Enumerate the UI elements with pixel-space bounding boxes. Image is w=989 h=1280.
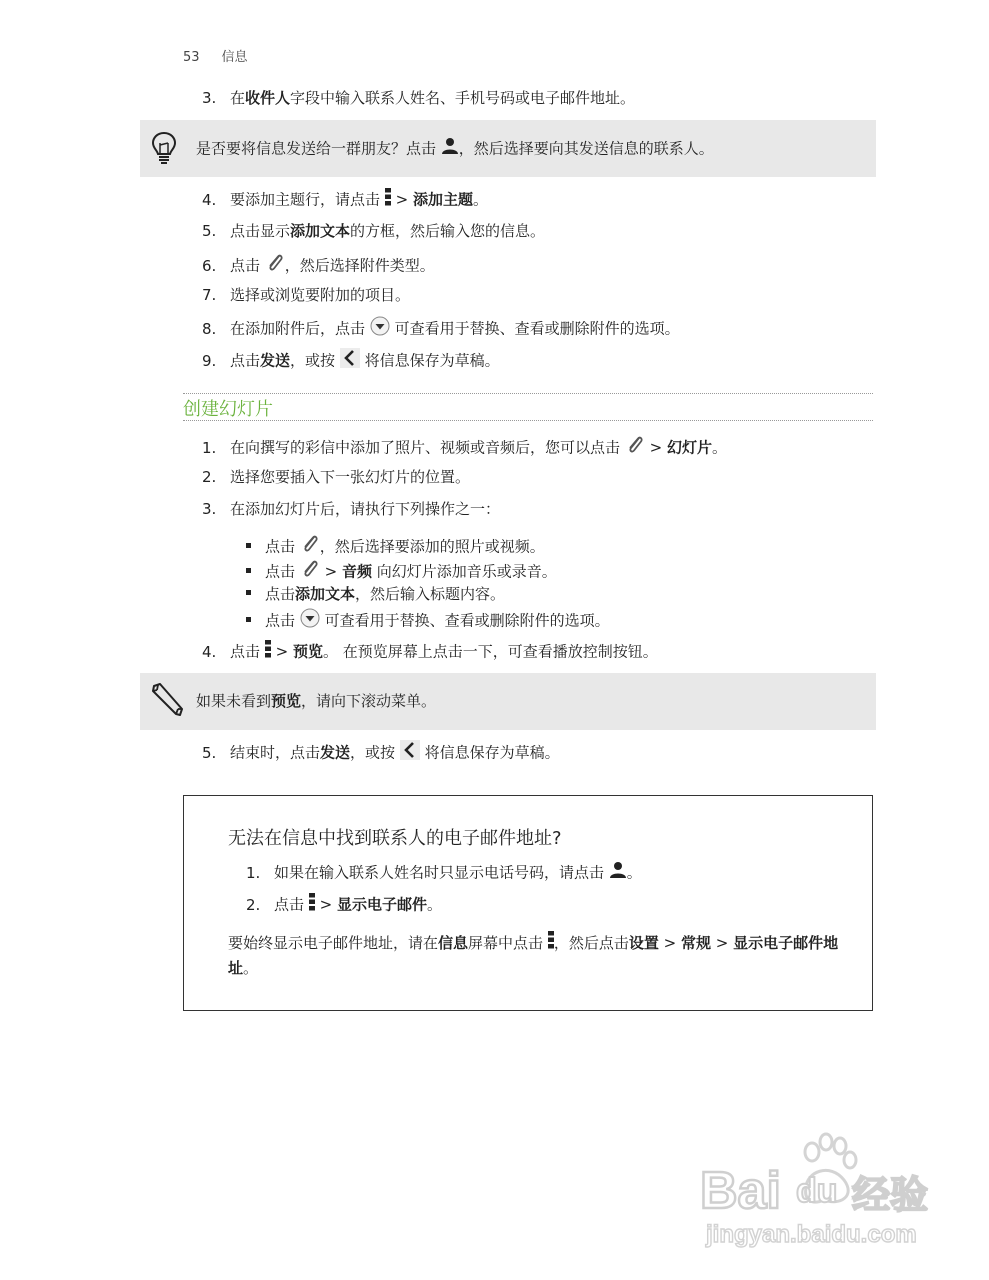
section-title: 创建幻灯片 bbox=[183, 399, 273, 420]
lightbulb-icon bbox=[150, 130, 178, 170]
faq-box bbox=[183, 795, 873, 1011]
step-4-add-subject: 4. 要添加主题行，请点击 > 添加主题。 bbox=[202, 188, 488, 212]
watermark-brand-2: du bbox=[796, 1172, 838, 1210]
page-number: 53 bbox=[183, 50, 200, 65]
slide-step-3: 3. 在添加幻灯片后，请执行下列操作之一： bbox=[202, 500, 501, 518]
section-heading bbox=[183, 393, 873, 421]
person-icon bbox=[609, 861, 627, 885]
paperclip-icon bbox=[265, 252, 285, 280]
menu-dots-icon bbox=[265, 640, 271, 664]
slide-bullet-1: 点击 ，然后选择要添加的照片或视频。 bbox=[246, 533, 545, 561]
baidu-watermark bbox=[700, 1130, 940, 1250]
menu-dots-icon bbox=[309, 893, 315, 917]
faq-item-2: 2. 点击 > 显示电子邮件。 bbox=[246, 893, 442, 917]
pencil-icon bbox=[150, 683, 184, 721]
slide-step-1: 1. 在向撰写的彩信中添加了照片、视频或音频后，您可以点击 > 幻灯片。 bbox=[202, 434, 727, 462]
paperclip-icon bbox=[625, 434, 645, 462]
slide-bullet-2: 点击 > 音频 向幻灯片添加音乐或录音。 bbox=[246, 558, 557, 586]
step-3-recipients: 3. 在收件人字段中输入联系人姓名、手机号码或电子邮件地址。 bbox=[202, 89, 636, 107]
faq-item-1: 1. 如果在输入联系人姓名时只显示电话号码，请点击 。 bbox=[246, 861, 642, 885]
watermark-brand-cn: 经验 bbox=[852, 1173, 929, 1217]
paperclip-icon bbox=[300, 533, 320, 561]
step-5-add-text: 5. 点击显示添加文本的方框，然后输入您的信息。 bbox=[202, 222, 546, 240]
menu-dots-icon bbox=[385, 188, 391, 212]
step-9-send: 9. 点击发送，或按 将信息保存为草稿。 bbox=[202, 348, 500, 374]
watermark-brand: Bai bbox=[700, 1162, 781, 1220]
faq-note: 要始终显示电子邮件地址，请在信息屏幕中点击 ，然后点击设置 > 常规 > 显示电子邮件地址。 bbox=[228, 931, 854, 980]
paperclip-icon bbox=[300, 558, 320, 586]
tip-box: 是否要将信息发送给一群朋友？点击 ，然后选择要向其发送信息的联系人。 bbox=[140, 120, 876, 177]
chapter-title: 信息 bbox=[221, 50, 248, 65]
dropdown-circle-icon bbox=[370, 316, 390, 342]
back-arrow-icon bbox=[340, 348, 360, 374]
back-arrow-icon bbox=[400, 740, 420, 766]
person-icon bbox=[441, 137, 459, 161]
faq-title: 无法在信息中找到联系人的电子邮件地址? bbox=[228, 828, 562, 849]
watermark-url: jingyan.baidu.com bbox=[706, 1221, 917, 1248]
dropdown-circle-icon bbox=[300, 608, 320, 634]
step-7-select-item: 7. 选择或浏览要附加的项目。 bbox=[202, 286, 411, 304]
step-6-attach: 6. 点击 ，然后选择附件类型。 bbox=[202, 252, 435, 280]
slide-bullet-4: 点击 可查看用于替换、查看或删除附件的选项。 bbox=[246, 608, 610, 634]
slide-step-4: 4. 点击 > 预览。 在预览屏幕上点击一下，可查看播放控制按钮。 bbox=[202, 640, 658, 664]
slide-bullet-3: 点击添加文本，然后输入标题内容。 bbox=[246, 583, 505, 605]
slide-step-2: 2. 选择您要插入下一张幻灯片的位置。 bbox=[202, 468, 471, 486]
page-header bbox=[183, 46, 248, 65]
step-8-attachment-options: 8. 在添加附件后，点击 可查看用于替换、查看或删除附件的选项。 bbox=[202, 316, 680, 342]
note-box: 如果未看到预览，请向下滚动菜单。 bbox=[140, 673, 876, 730]
slide-step-5: 5. 结束时，点击发送，或按 将信息保存为草稿。 bbox=[202, 740, 560, 766]
